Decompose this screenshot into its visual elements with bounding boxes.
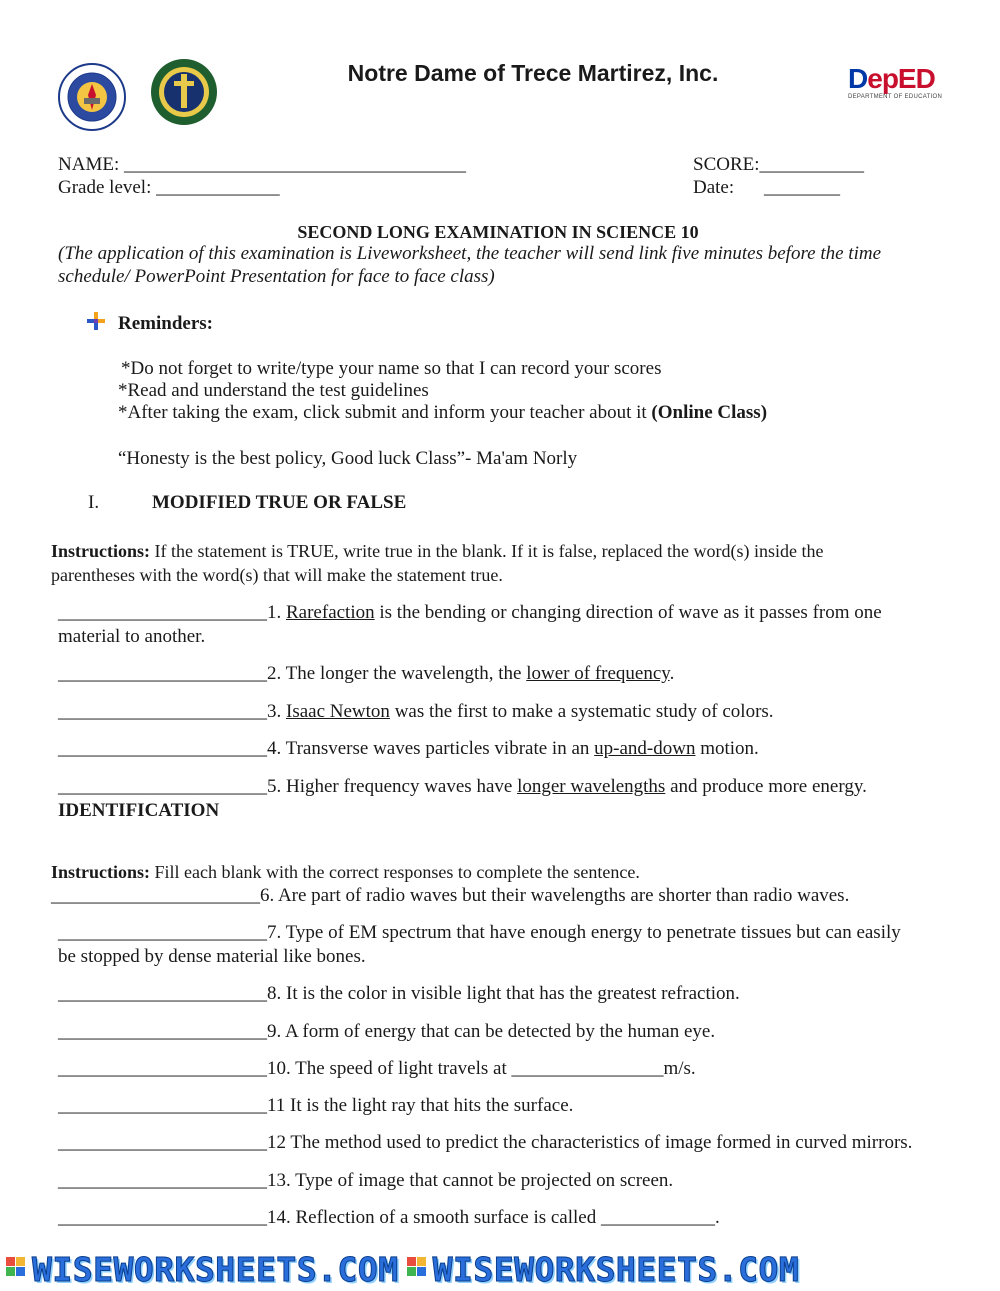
answer-blank[interactable]: ______________________ (58, 1207, 267, 1228)
question-7-line2: be stopped by dense material like bones. (58, 946, 366, 967)
instructions-part1-line1 (51, 541, 824, 562)
question-text: 10. The speed of light travels at (267, 1058, 512, 1079)
question-text: 7. Type of EM spectrum that have enough energy to penetrate tissues but can easily (267, 922, 901, 943)
answer-blank[interactable]: ______________________ (58, 663, 267, 684)
answer-blank[interactable]: ______________________ (58, 1132, 267, 1153)
deped-logo-letter: D (848, 63, 868, 94)
question-text: 2. The longer the wavelength, the (267, 663, 527, 684)
bullet-cross-icon (86, 311, 106, 331)
reminder-quote: “Honesty is the best policy, Good luck Class”- Ma'am Norly (118, 448, 578, 469)
exam-note-line1: (The application of this examination is Liveworksheet, the teacher will send link five minutes before the time (58, 243, 882, 264)
deped-logo-wordmark (848, 63, 935, 94)
question-number: 3. (267, 701, 286, 722)
question-text: is the bending or changing direction of wave as it passes from one (374, 602, 882, 623)
reminder-item-3 (118, 402, 767, 424)
question-text: 14. Reflection of a smooth surface is called (267, 1207, 601, 1228)
inline-answer-blank[interactable]: ____________ (600, 1207, 715, 1228)
question-text: 12 The method used to predict the characteristics of image formed in curved mirrors. (267, 1132, 913, 1153)
deped-logo (848, 64, 944, 106)
deped-logo-text (848, 64, 944, 94)
question-3 (58, 701, 774, 723)
deped-logo-letter: D (915, 63, 935, 94)
answer-blank[interactable]: ______________________ (58, 983, 267, 1004)
question-text: 4. Transverse waves particles vibrate in an (267, 738, 595, 759)
question-9 (58, 1021, 715, 1043)
question-text: 8. It is the color in visible light that has the greatest refraction. (267, 983, 740, 1004)
question-7 (58, 922, 901, 944)
answer-blank[interactable]: ______________________ (58, 922, 267, 943)
instructions-text: Fill each blank with the correct responses to complete the sentence. (150, 862, 640, 882)
question-number: 1. (267, 602, 286, 623)
reminder-item-3-text: *After taking the exam, click submit and inform your teacher about it (118, 402, 652, 423)
reminders-heading: Reminders: (118, 313, 213, 334)
question-text: was the first to make a systematic study of colors. (389, 701, 774, 722)
answer-blank[interactable]: ______________________ (51, 885, 260, 906)
answer-blank[interactable]: ______________________ (58, 701, 267, 722)
underlined-term: Rarefaction (286, 602, 375, 623)
question-5 (58, 776, 867, 798)
question-text: 6. Are part of radio waves but their wavelengths are shorter than radio waves. (260, 885, 850, 906)
section-numeral: I. (88, 492, 100, 513)
answer-blank[interactable]: ______________________ (58, 602, 267, 623)
question-text: 5. Higher frequency waves have (267, 776, 518, 797)
answer-blank[interactable]: ______________________ (58, 1095, 267, 1116)
question-text-end: . (669, 663, 675, 684)
question-2 (58, 663, 674, 685)
answer-blank[interactable]: ______________________ (58, 1021, 267, 1042)
exam-title: SECOND LONG EXAMINATION IN SCIENCE 10 (297, 222, 699, 242)
brand-blocks-icon (6, 1257, 26, 1283)
underlined-term: lower of frequency (526, 663, 670, 684)
name-field[interactable]: NAME: ____________________________________ (58, 154, 466, 175)
answer-blank[interactable]: ______________________ (58, 1170, 267, 1191)
school-name: Notre Dame of Trece Martirez, Inc. (347, 60, 719, 86)
reminder-item-1: *Do not forget to write/type your name so that I can record your scores (121, 358, 662, 379)
question-1 (58, 602, 882, 624)
section-heading-identification: IDENTIFICATION (58, 800, 220, 821)
answer-blank[interactable]: ______________________ (58, 738, 267, 759)
question-11 (58, 1095, 573, 1117)
brand-blocks-icon (407, 1257, 427, 1283)
exam-note-line2: schedule/ PowerPoint Presentation for face to face class) (58, 266, 495, 287)
reminder-item-2: *Read and understand the test guidelines (118, 380, 429, 401)
question-text: 13. Type of image that cannot be projected on screen. (267, 1170, 674, 1191)
reminder-item-3-bold: (Online Class) (651, 402, 768, 423)
question-10 (58, 1058, 696, 1080)
grade-level-field[interactable]: Grade level: _____________ (58, 177, 280, 198)
question-8 (58, 983, 740, 1005)
footer-watermark (0, 1248, 1000, 1291)
question-text: 9. A form of energy that can be detected by the human eye. (267, 1021, 716, 1042)
instructions-text: If the statement is TRUE, write true in the blank. If it is false, replaced the word(s) inside the (150, 541, 824, 561)
instructions-part2 (51, 862, 640, 883)
question-4 (58, 738, 759, 760)
instructions-part1-line2: parentheses with the word(s) that will make the statement true. (51, 565, 503, 585)
score-field[interactable]: SCORE:___________ (693, 154, 865, 175)
brand-text: WISEWORKSHEETS.COM (32, 1250, 399, 1289)
underlined-term: up-and-down (594, 738, 696, 759)
underlined-term: Isaac Newton (286, 701, 390, 722)
question-text-end: motion. (695, 738, 759, 759)
instructions-label: Instructions: (51, 862, 151, 882)
question-text: 11 It is the light ray that hits the surface. (267, 1095, 574, 1116)
date-label: Date: (693, 177, 735, 198)
deped-logo-letter: p (881, 63, 898, 94)
question-1-line2: material to another. (58, 626, 206, 647)
inline-answer-blank[interactable]: ________________ (511, 1058, 664, 1079)
section-heading-true-false: MODIFIED TRUE OR FALSE (152, 492, 407, 513)
instructions-label: Instructions: (51, 541, 151, 561)
question-6 (51, 885, 849, 907)
answer-blank[interactable]: ______________________ (58, 776, 267, 797)
deped-logo-subtext: DEPARTMENT OF EDUCATION (848, 94, 943, 100)
answer-blank[interactable]: ______________________ (58, 1058, 267, 1079)
question-text-end: m/s. (663, 1058, 696, 1079)
question-12 (58, 1132, 912, 1154)
question-text-end: and produce more energy. (665, 776, 867, 797)
deped-logo-letter: e (867, 63, 882, 94)
deped-logo-letter: E (897, 63, 916, 94)
question-13 (58, 1170, 673, 1192)
question-text-end: . (714, 1207, 720, 1228)
underlined-term: longer wavelengths (517, 776, 666, 797)
brand-text: WISEWORKSHEETS.COM (432, 1250, 800, 1289)
question-14 (58, 1207, 720, 1229)
date-field[interactable]: ________ (764, 177, 840, 198)
